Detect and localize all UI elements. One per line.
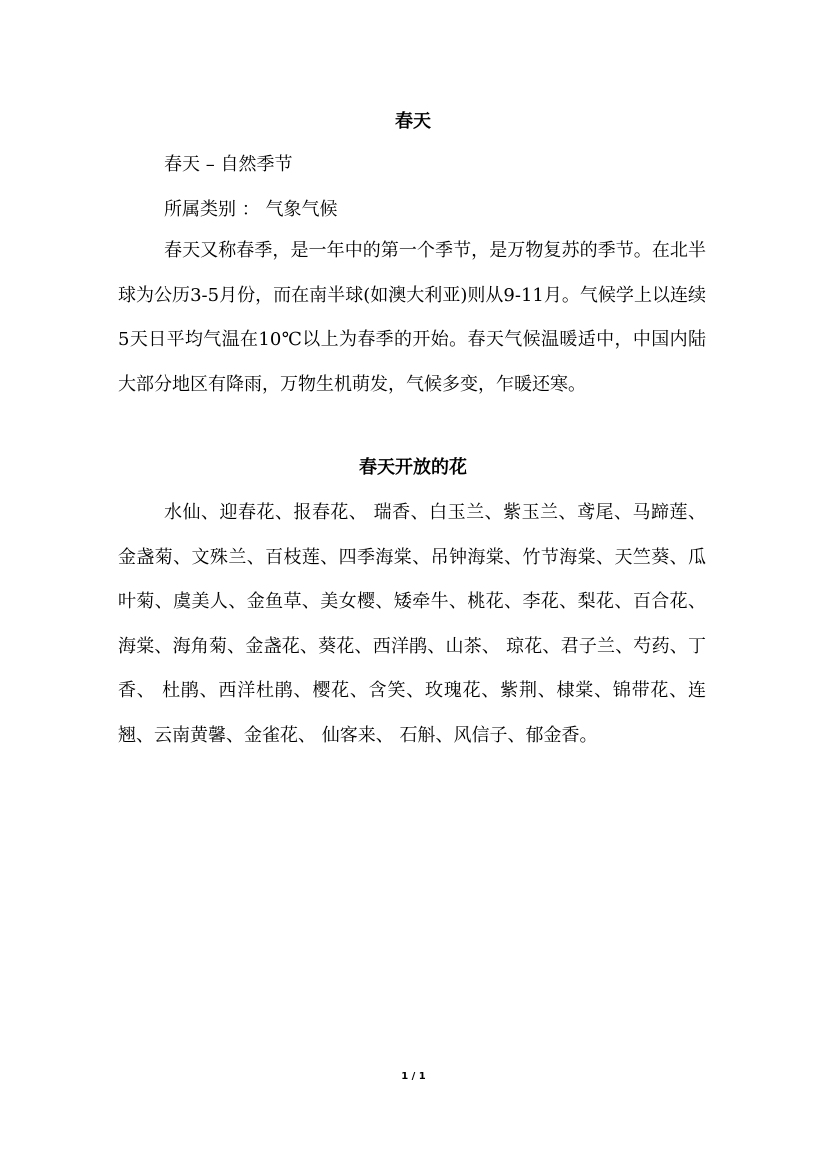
category-line: 所属类别 ： 气象气候 <box>164 199 338 220</box>
flowers-heading: 春天开放的花 <box>359 457 467 478</box>
flowers-paragraph: 水仙、迎春花、报春花、 瑞香、白玉兰、紫玉兰、鸢尾、马蹄莲、金盏菊、文殊兰、百枝莲、四季海棠、吊钟海棠、竹节海棠、天竺葵、瓜叶菊、虞美人、金鱼草、美女樱、矮牵牛、桃花、李花、梨花、百合花、海棠、海角菊、金盏花、葵花、西洋鹃、山茶、 琼花、君子兰、芍药、丁香、 杜鹃、西洋杜鹃、樱花、含笑、玫瑰花、紫荆、棣棠、锦带花、连翘、云南黄馨、金雀花、 仙客来、 石斛、风信子、郁金香。 <box>118 502 706 746</box>
document-subtitle: 春天 – 自然季节 <box>164 154 293 175</box>
document-title: 春天 <box>395 111 431 132</box>
intro-paragraph: 春天又称春季，是一年中的第一个季节，是万物复苏的季节。在北半球为公历3-5月份，而在南半球(如澳大利亚)则从9-11月。气候学上以连续5天日平均气温在10℃以上为春季的开始。春天气候温暖适中，中国内陆大部分地区有降雨，万物生机萌发，气候多变，乍暖还寒。 <box>118 240 706 395</box>
page-number: 1 / 1 <box>401 1071 426 1082</box>
